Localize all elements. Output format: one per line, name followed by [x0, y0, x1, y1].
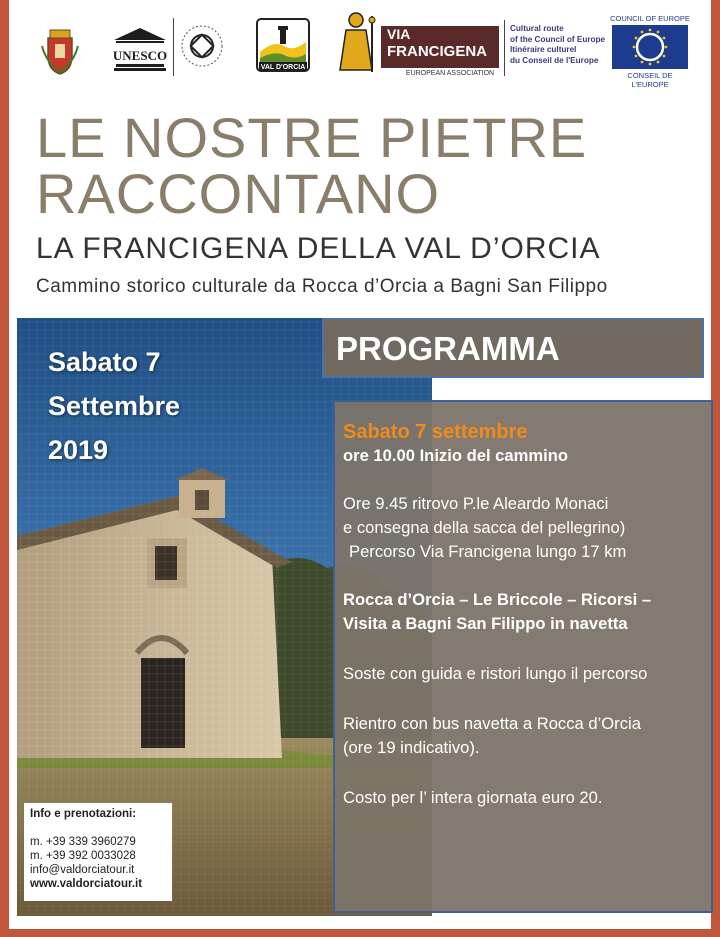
council-of-europe-logo — [612, 25, 688, 69]
svg-text:VAL D'ORCIA: VAL D'ORCIA — [260, 64, 306, 71]
logo-row — [30, 10, 700, 89]
event-date-line2: Settembre — [48, 391, 181, 421]
program-meeting-line3: Percorso Via Francigena lungo 17 km — [349, 542, 627, 561]
logo-divider — [173, 18, 174, 76]
programma-header — [322, 318, 704, 378]
program-meeting-line2: e consegna della sacca del pellegrino) — [343, 518, 626, 537]
program-stops: Soste con guida e ristori lungo il percorso — [343, 664, 648, 683]
cultural-route-text: Cultural route of the Council of Europe Itinéraire culturel du Conseil de l'Europe — [510, 24, 606, 65]
via-francigena-line2: FRANCIGENA — [387, 43, 487, 60]
program-content — [343, 420, 705, 810]
poster-tagline: Cammino storico culturale da Rocca d’Orcia a Bagni San Filippo — [36, 276, 608, 297]
program-return-line1: Rientro con bus navetta a Rocca d’Orcia — [343, 714, 641, 733]
program-date: Sabato 7 settembre — [343, 421, 528, 443]
poster-subtitle: LA FRANCIGENA DELLA VAL D’ORCIA — [36, 232, 601, 265]
program-return-line2: (ore 19 indicativo). — [343, 738, 480, 757]
pilgrim-logo — [336, 10, 378, 74]
coat-of-arms-logo — [40, 28, 80, 76]
program-route-line2: Visita a Bagni San Filippo in navetta — [343, 614, 628, 633]
via-francigena-subtitle: EUROPEAN ASSOCIATION — [405, 70, 495, 77]
via-francigena-logo — [381, 26, 499, 68]
svg-text:UNESCO: UNESCO — [112, 48, 168, 63]
council-of-europe-top: COUNCIL OF EUROPE — [610, 14, 690, 23]
via-francigena-line1: VIA — [387, 26, 411, 42]
programma-title: PROGRAMMA — [336, 330, 560, 367]
program-meeting-line1: Ore 9.45 ritrovo P.le Aleardo Monaci — [343, 494, 609, 513]
val-dorcia-logo — [256, 18, 310, 72]
poster-title-line2: RACCONTANO — [36, 162, 441, 225]
info-phone-1[interactable]: m. +39 339 3960279 — [30, 836, 136, 848]
council-of-europe-bottom: CONSEIL DE L'EUROPE — [627, 71, 673, 89]
event-date-heading — [48, 340, 268, 472]
logo-divider — [504, 20, 505, 76]
program-panel — [333, 400, 713, 913]
poster-title-line1: LE NOSTRE PIETRE — [36, 106, 588, 169]
world-heritage-logo — [180, 24, 224, 68]
unesco-logo — [112, 26, 168, 74]
event-date-line1: Sabato 7 — [48, 347, 161, 377]
info-email[interactable]: info@valdorciatour.it — [30, 864, 135, 876]
info-box — [24, 803, 172, 901]
info-phone-2[interactable]: m. +39 392 0033028 — [30, 850, 136, 862]
info-heading: Info e prenotazioni: — [30, 808, 137, 820]
event-date-line3: 2019 — [48, 435, 109, 465]
program-cost: Costo per l’ intera giornata euro 20. — [343, 788, 603, 807]
program-start: ore 10.00 Inizio del cammino — [343, 446, 569, 465]
info-website[interactable]: www.valdorciatour.it — [30, 878, 143, 890]
program-route-line1: Rocca d’Orcia – Le Briccole – Ricorsi – — [343, 590, 652, 609]
